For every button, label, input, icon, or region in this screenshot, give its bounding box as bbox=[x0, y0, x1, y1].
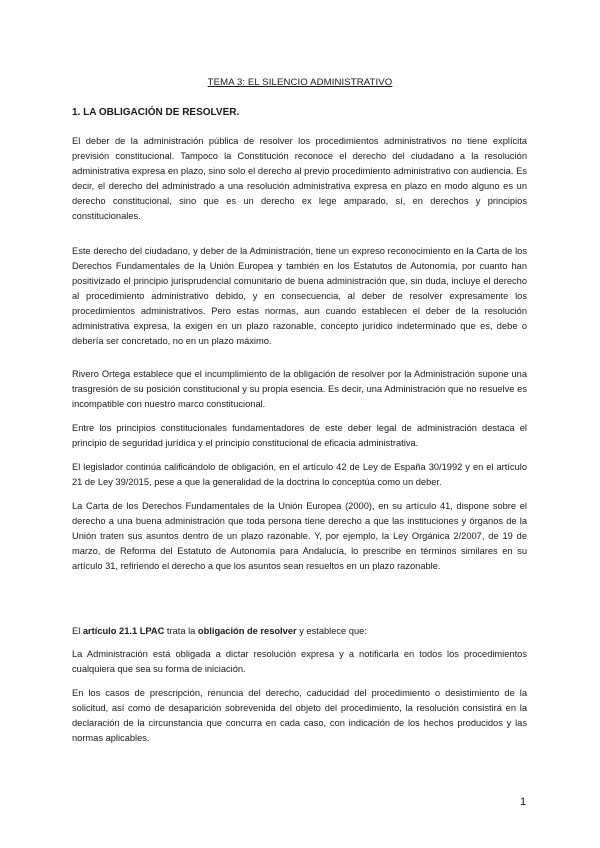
paragraph: La Administración está obligada a dictar resolución expresa y a notificarla en todos los procedimientos cualquiera que sea su forma de iniciación. bbox=[72, 649, 527, 674]
section-heading: 1. LA OBLIGACIÓN DE RESOLVER. bbox=[72, 107, 240, 118]
paragraph: El legislador continúa calificándolo de obligación, en el artículo 42 de Ley de España 30/1992 y en el artículo 21 de Ley 39/2015, pese a que la generalidad de la doctrina lo conceptúa como un deber. bbox=[72, 462, 527, 487]
lpac-intro-paragraph bbox=[72, 624, 527, 639]
paragraph: En los casos de prescripción, renuncia del derecho, caducidad del procedimiento o desistimiento de la solicitud, así como de desaparición sobrevenida del objeto del procedimiento, la resolución consistirá en la declaración de la circunstancia que concurra en cada caso, con indicación de los hechos producidos y las normas aplicables. bbox=[72, 688, 527, 743]
intro-text: El bbox=[72, 626, 83, 636]
page-number: 1 bbox=[520, 796, 527, 808]
paragraph: Entre los principios constitucionales fundamentadores de este deber legal de administración destaca el principio de seguridad jurídica y el principio constitucional de eficacia administrativa. bbox=[72, 423, 527, 448]
document-title: TEMA 3: EL SILENCIO ADMINISTRATIVO bbox=[207, 77, 393, 88]
paragraph: El deber de la administración pública de resolver los procedimientos administrativos no tiene explícita previsión constitucional. Tampoco la Constitución reconoce el derecho del ciudadano a la resolución administrativa expresa en plazo, sino solo el derecho al previo procedimiento administrativo con audiencia. Es decir, el derecho del administrado a una resolución administrativa expresa en plazo en modo alguno es un derecho constitucional, sino que es un derecho ex lege amparado, sí, en derechos y principios constitucionales. bbox=[72, 136, 527, 221]
article-reference: artículo 21.1 LPAC bbox=[82, 626, 165, 636]
paragraph: Rivero Ortega establece que el incumplimiento de la obligación de resolver por la Administración supone una trasgresión de su posición constitucional y su propia esencia. Es decir, una Administración que no resuelve es incompatible con nuestro marco constitucional. bbox=[72, 369, 527, 409]
paragraph: Este derecho del ciudadano, y deber de la Administración, tiene un expreso reconocimiento en la Carta de los Derechos Fundamentales de la Unión Europea y también en los Estatutos de Autonomía, por cuanto han positivizado el principio jurisprudencial comunitario de buena administración que, sin duda, incluye el derecho al procedimiento administrativo debido, y en consecuencia, al deber de resolver expresamente los procedimientos administrativos. Pero estas normas, aun cuando establecen el deber de la resolución administrativa expresa, la exigen en un plazo razonable, concepto jurídico indeterminado que es, debe o debería ser concretado, no en un plazo máximo. bbox=[72, 246, 527, 346]
intro-text: y establece que: bbox=[296, 626, 367, 636]
intro-text: trata la bbox=[164, 626, 198, 636]
obligation-term: obligación de resolver bbox=[197, 626, 297, 636]
paragraph: La Carta de los Derechos Fundamentales de la Unión Europea (2000), en su artículo 41, dispone sobre el derecho a una buena administración que toda persona tiene derecho a que las instituciones y órganos de la Unión traten sus asuntos dentro de un plazo razonable. Y, por ejemplo, la Ley Orgánica 2/2007, de 19 de marzo, de Reforma del Estatuto de Autonomía para Andalucía, lo prescribe en términos similares en su artículo 31, refiriendo el derecho a que los asuntos sean resueltos en un plazo razonable. bbox=[72, 501, 527, 571]
